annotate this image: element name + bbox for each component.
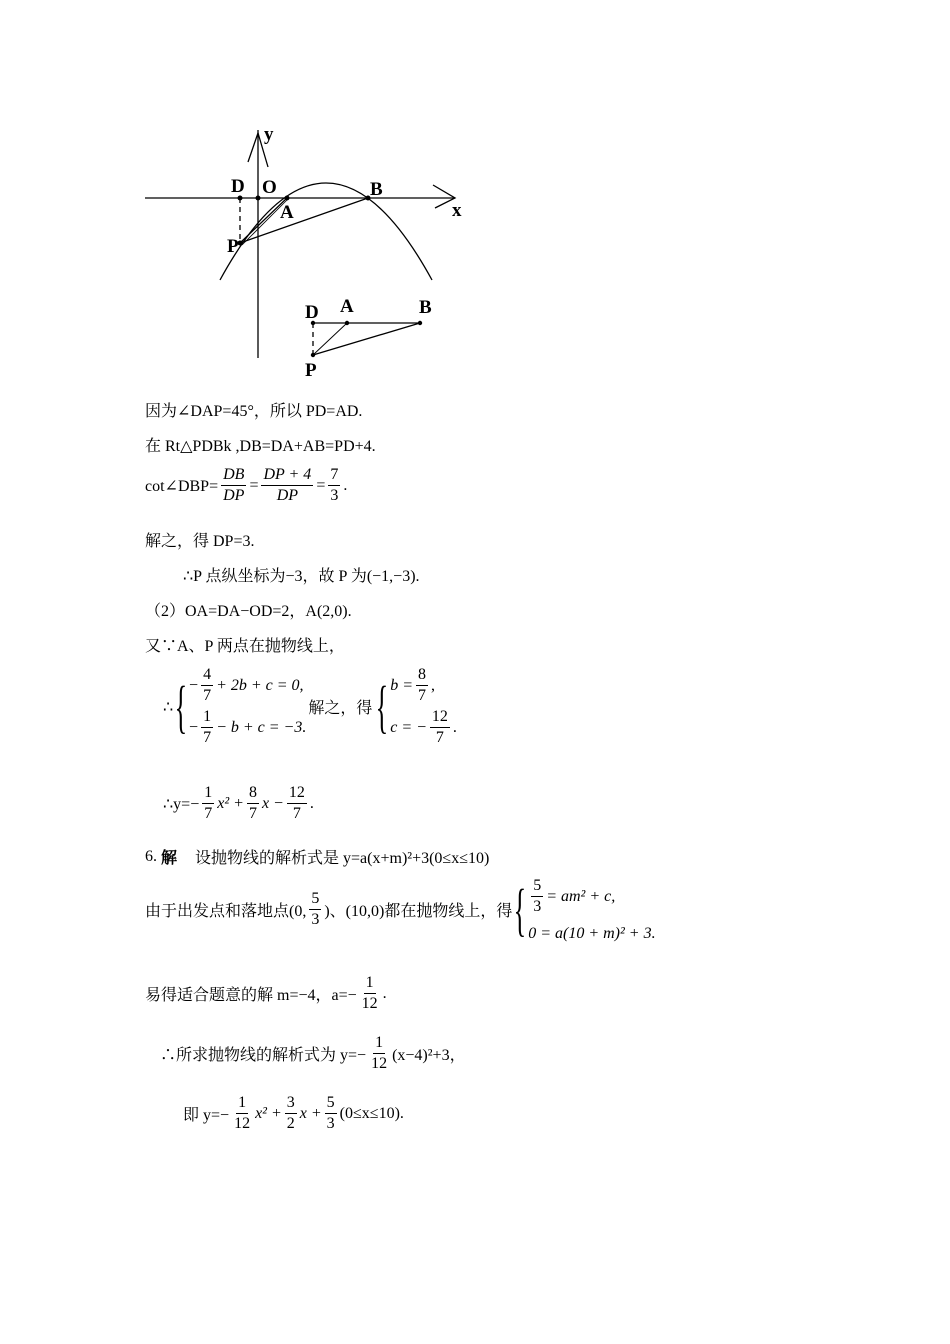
label-b: B (370, 179, 383, 200)
small-label-p: P (305, 360, 317, 381)
line-solve-dp: 解之，得 DP=3. (145, 533, 255, 550)
line-angle: 因为∠DAP=45°，所以 PD=AD. (145, 403, 363, 420)
t: x² + (255, 1104, 282, 1122)
fraction-num: 5 (309, 890, 321, 910)
fraction-num: 8 (247, 784, 259, 804)
fraction-den: 3 (326, 1115, 335, 1133)
fraction-num: 1 (201, 708, 213, 728)
fraction-num: DP + 4 (261, 466, 313, 486)
t: . (382, 984, 387, 1002)
line-rt-triangle: 在 Rt△PDBk ,DB=DA+AB=PD+4. (145, 438, 376, 455)
t: (x−4)²+3， (392, 1047, 466, 1065)
line-standard-form (183, 1094, 404, 1134)
fraction-num: 5 (325, 1094, 337, 1114)
label-y: y (264, 124, 274, 145)
t: . (452, 718, 457, 736)
t: (0≤x≤10). (339, 1104, 404, 1122)
problem-number: 6. (145, 847, 157, 865)
small-label-d: D (305, 302, 319, 323)
fraction-den: 3 (330, 487, 339, 505)
t: 设抛物线的解析式是 y=a(x+m)²+3(0≤x≤10) (195, 850, 490, 867)
line-cot (145, 466, 347, 506)
fraction-num: 4 (201, 666, 213, 686)
t: x + (299, 1104, 322, 1122)
fraction-den: 2 (286, 1115, 295, 1133)
fraction-den: 7 (248, 805, 257, 823)
fraction-den: 7 (204, 805, 213, 823)
t: = (249, 476, 259, 494)
fraction-num: 1 (236, 1094, 248, 1114)
t: + 2b + c = 0, (216, 676, 304, 694)
fraction-den: 12 (234, 1115, 251, 1133)
t: − (189, 718, 199, 736)
brace: { (174, 673, 188, 739)
label-a: A (280, 202, 294, 223)
t: . (343, 476, 348, 494)
fraction-den: 12 (371, 1055, 388, 1073)
brace: { (376, 673, 389, 739)
line-p-coord: ∴P 点纵坐标为−3，故 P 为(−1,−3). (183, 568, 420, 585)
line-vertex-form (160, 1034, 466, 1074)
segment-pb (240, 198, 368, 243)
small-segment-pb (313, 323, 420, 355)
fraction-num: 1 (373, 1034, 385, 1054)
fraction-den: 12 (361, 995, 378, 1013)
fraction-den: 7 (435, 729, 444, 747)
t: = (316, 476, 326, 494)
t: ∴y=− (163, 795, 200, 813)
t: ∴所求抛物线的解析式为 y=− (160, 1047, 367, 1065)
small-label-b: B (419, 297, 432, 318)
fraction-num: 5 (531, 877, 543, 897)
fraction-den: 7 (203, 729, 212, 747)
t: x − (261, 794, 284, 812)
t: ∴ (163, 698, 174, 716)
t: cot∠DBP= (145, 477, 219, 495)
brace: { (514, 876, 527, 942)
equation-system-1 (163, 666, 457, 748)
t: − b + c = −3. (216, 718, 307, 736)
t: 即 y=− (183, 1107, 230, 1125)
label-o: O (262, 177, 277, 198)
t: 解之，得 (308, 700, 373, 718)
line-ap-on-parabola: 又∵A、P 两点在抛物线上， (145, 638, 345, 655)
fraction-den: 7 (418, 687, 427, 705)
fraction-num: 8 (416, 666, 428, 686)
label-p: P (227, 236, 239, 257)
label-x: x (452, 200, 462, 221)
t: x² + (217, 794, 244, 812)
line-points (145, 877, 656, 943)
solution-label: 解 (161, 850, 178, 867)
parabola-diagram (0, 0, 950, 400)
small-label-a: A (340, 296, 354, 317)
t: 由于出发点和落地点(0, (145, 903, 307, 921)
t: , (431, 676, 436, 694)
fraction-den: 7 (203, 687, 212, 705)
t: c = − (390, 718, 427, 736)
t: . (309, 794, 314, 812)
line-problem-6 (145, 845, 489, 868)
t: 易得适合题意的解 m=−4，a=− (145, 987, 357, 1005)
t: )、(10,0)都在抛物线上，得 (324, 903, 513, 921)
fraction-den: 7 (292, 805, 301, 823)
fraction-num: DB (221, 466, 246, 486)
line-m-a (145, 974, 387, 1014)
fraction-den: 3 (311, 911, 320, 929)
fraction-num: 12 (430, 708, 450, 728)
line-y-result (163, 784, 314, 824)
fraction-num: 12 (287, 784, 307, 804)
fraction-num: 7 (328, 466, 340, 486)
fraction-den: 3 (533, 898, 542, 916)
line-oa: （2）OA=DA−OD=2，A(2,0). (145, 603, 352, 620)
label-d: D (231, 176, 245, 197)
fraction-num: 3 (285, 1094, 297, 1114)
fraction-num: 1 (364, 974, 376, 994)
fraction-den: DP (276, 487, 299, 505)
fraction-num: 1 (202, 784, 214, 804)
t: 0 = a(10 + m)² + 3. (528, 924, 656, 942)
fraction-den: DP (223, 487, 245, 505)
t: = am² + c, (546, 887, 616, 905)
t: b = (390, 676, 414, 694)
t: − (189, 676, 199, 694)
